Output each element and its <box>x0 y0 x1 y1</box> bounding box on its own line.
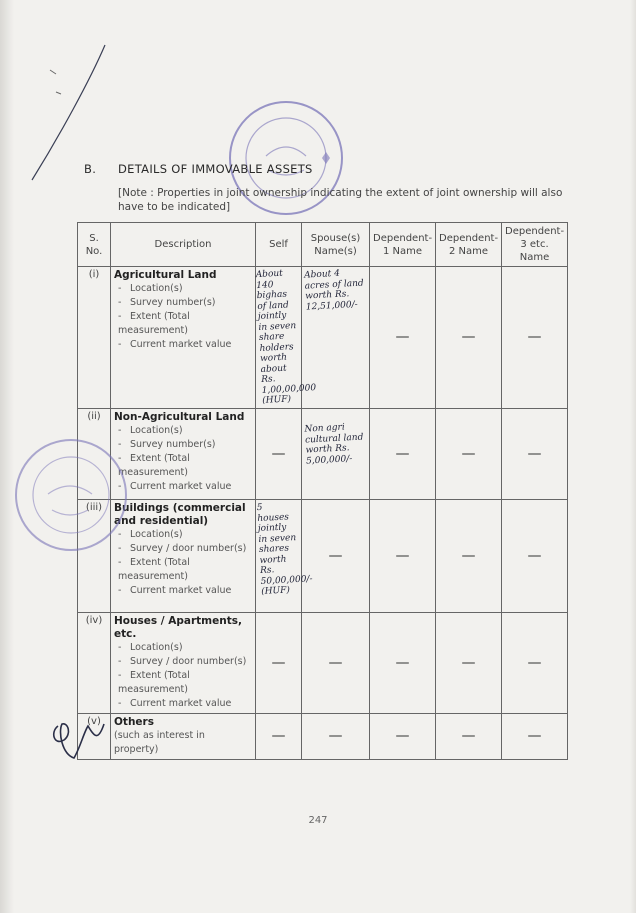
dependent-2-value: — <box>436 612 502 713</box>
sub-item: - Survey / door number(s) <box>118 655 247 667</box>
header-description: Description <box>111 223 256 267</box>
row-description <box>111 408 256 499</box>
dependent-1-value: — <box>370 499 436 612</box>
sub-item: - Extent (Total measurement) <box>118 669 190 695</box>
spouse-value: — <box>302 499 370 612</box>
sub-item: - Extent (Total measurement) <box>118 311 190 336</box>
dependent-2-value: — <box>436 267 502 409</box>
row-sno: (iv) <box>78 612 111 713</box>
dependent-1-value: — <box>370 408 436 499</box>
sub-item: - Current market value <box>118 584 232 596</box>
section-number: B. <box>84 162 97 176</box>
dependent-3-value: — <box>502 612 568 713</box>
dependent-3-value: — <box>502 713 568 759</box>
header-dependent-2: Dependent-2 Name <box>436 223 502 267</box>
table-row <box>78 267 568 409</box>
category-title: Others <box>114 715 154 728</box>
sub-item: - Location(s) <box>118 528 183 540</box>
dependent-1-value: — <box>370 713 436 759</box>
section-title: DETAILS OF IMMOVABLE ASSETS <box>118 162 313 176</box>
section-heading <box>84 162 313 176</box>
sub-item: - Current market value <box>118 480 232 492</box>
sub-item: - Current market value <box>118 697 232 709</box>
row-description <box>111 499 256 612</box>
header-spouse: Spouse(s) Name(s) <box>302 223 370 267</box>
sub-item: - Extent (Total measurement) <box>118 452 190 478</box>
scan-edge-right <box>630 0 636 913</box>
self-value: — <box>256 408 302 499</box>
page-number: 247 <box>308 815 328 826</box>
dependent-2-value: — <box>436 499 502 612</box>
sub-item: - Survey / door number(s) <box>118 542 247 554</box>
dependent-2-value: — <box>436 408 502 499</box>
scan-edge-left <box>0 0 14 913</box>
table-row <box>78 408 568 499</box>
row-sno: (ii) <box>78 408 111 499</box>
row-description <box>111 612 256 713</box>
sub-item: - Current market value <box>118 339 232 350</box>
sub-item: - Survey number(s) <box>118 297 216 308</box>
table-row <box>78 713 568 759</box>
spouse-value: Non agri cultural land worth Rs. 5,00,000/- <box>302 408 370 499</box>
self-value: — <box>256 612 302 713</box>
sub-item: - Survey number(s) <box>118 438 216 450</box>
sub-item: - Location(s) <box>118 641 183 653</box>
sub-item: - Location(s) <box>118 283 183 294</box>
self-value: 5 houses jointly in seven shares worth Rs. 50,00,000/- (HUF) <box>256 499 302 612</box>
header-self: Self <box>256 223 302 267</box>
row-sno: (v) <box>78 713 111 759</box>
sub-item: - Extent (Total measurement) <box>118 556 190 582</box>
row-sno: (i) <box>78 267 111 409</box>
row-description <box>111 267 256 409</box>
immovable-assets-table <box>77 222 568 760</box>
row-sno: (iii) <box>78 499 111 612</box>
category-title: Non-Agricultural Land <box>114 410 245 423</box>
self-value: — <box>256 713 302 759</box>
dependent-3-value: — <box>502 408 568 499</box>
header-dependent-3: Dependent-3 etc. Name <box>502 223 568 267</box>
category-title: Buildings (commercial and residential) <box>114 501 246 527</box>
spouse-value: — <box>302 612 370 713</box>
section-note: [Note : Properties in joint ownership indicating the extent of joint ownership will also have to be indicated] <box>118 187 563 213</box>
category-title: Agricultural Land <box>114 269 217 281</box>
dependent-1-value: — <box>370 267 436 409</box>
header-sno: S. No. <box>78 223 111 267</box>
spouse-value: — <box>302 713 370 759</box>
dependent-2-value: — <box>436 713 502 759</box>
header-dependent-1: Dependent-1 Name <box>370 223 436 267</box>
table-row <box>78 499 568 612</box>
sub-item: - Location(s) <box>118 424 183 436</box>
table-row <box>78 612 568 713</box>
dependent-1-value: — <box>370 612 436 713</box>
category-title: Houses / Apartments, etc. <box>114 614 242 640</box>
dependent-3-value: — <box>502 267 568 409</box>
self-value: About 140 bighas of land jointly in seven share holders worth about Rs. 1,00,00,000 (HUF) <box>256 267 302 409</box>
table-header-row <box>78 223 568 267</box>
dependent-3-value: — <box>502 499 568 612</box>
spouse-value: About 4 acres of land worth Rs. 12,51,000/- <box>302 267 370 409</box>
category-subtitle: (such as interest in property) <box>114 729 205 755</box>
row-description <box>111 713 256 759</box>
